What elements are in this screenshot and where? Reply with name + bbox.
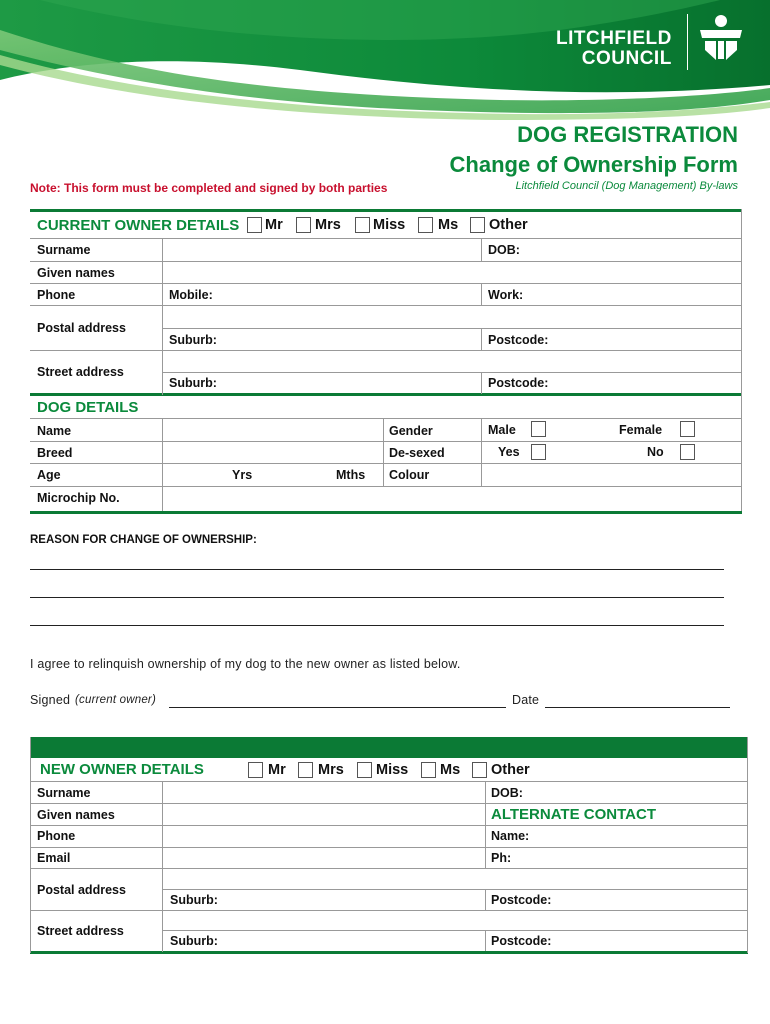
female-label: Female: [619, 423, 663, 437]
alt-phone-label: Ph:: [491, 851, 512, 865]
title-miss-label: Miss: [376, 762, 409, 778]
current-title-mr-checkbox[interactable]: [247, 217, 262, 233]
dog-name-label: Name: [37, 424, 72, 438]
title-other-label: Other: [489, 217, 528, 233]
male-label: Male: [488, 423, 516, 437]
row-divider: [30, 418, 742, 419]
postcode-label: Postcode:: [488, 333, 549, 347]
date-label: Date: [512, 693, 540, 707]
signature-line[interactable]: [169, 707, 506, 708]
alt-name-label: Name:: [491, 829, 530, 843]
title-mr-label: Mr: [265, 217, 283, 233]
new-title-miss-checkbox[interactable]: [357, 762, 372, 778]
column-divider: [481, 372, 482, 394]
column-divider: [747, 737, 748, 953]
row-divider: [30, 441, 742, 442]
street-address-label: Street address: [37, 365, 124, 379]
current-title-miss-checkbox[interactable]: [355, 217, 370, 233]
logo-line1: LITCHFIELD: [556, 28, 672, 49]
current-owner-heading: CURRENT OWNER DETAILS: [37, 217, 240, 234]
given-names-label: Given names: [37, 808, 115, 822]
current-title-mrs-checkbox[interactable]: [296, 217, 311, 233]
alt-name-field[interactable]: [535, 827, 745, 846]
column-divider: [162, 781, 163, 952]
gender-label: Gender: [389, 424, 433, 438]
suburb-label: Suburb:: [169, 333, 217, 347]
current-dob-field[interactable]: [522, 240, 740, 260]
suburb-label: Suburb:: [170, 893, 218, 907]
current-title-other-checkbox[interactable]: [470, 217, 485, 233]
row-divider: [162, 889, 748, 890]
current-title-ms-checkbox[interactable]: [418, 217, 433, 233]
years-label: Yrs: [232, 468, 253, 482]
new-dob-field[interactable]: [527, 783, 745, 802]
section-rule: [30, 511, 742, 514]
phone-label: Phone: [37, 829, 76, 843]
column-divider: [485, 930, 486, 951]
row-divider: [30, 910, 748, 911]
yes-label: Yes: [498, 445, 520, 459]
page-subtitle: Change of Ownership Form: [449, 152, 738, 177]
current-street-address-field[interactable]: [164, 352, 740, 371]
phone-label: Phone: [37, 288, 76, 302]
dog-details-heading: DOG DETAILS: [37, 399, 139, 416]
microchip-field[interactable]: [164, 488, 740, 509]
row-divider: [30, 868, 748, 869]
column-divider: [485, 781, 486, 868]
signature-note: Note: This form must be completed and signed by both parties: [30, 181, 388, 195]
new-owner-heading: NEW OWNER DETAILS: [40, 761, 204, 778]
desexed-yes-checkbox[interactable]: [531, 444, 546, 460]
email-label: Email: [37, 851, 71, 865]
row-divider: [30, 350, 742, 351]
column-divider: [162, 238, 163, 395]
council-emblem-icon: [696, 14, 746, 64]
column-divider: [741, 209, 742, 395]
section-rule: [30, 209, 742, 212]
suburb-label: Suburb:: [169, 376, 217, 390]
title-ms-label: Ms: [438, 217, 459, 233]
age-label: Age: [37, 468, 61, 482]
logo-divider: [687, 14, 688, 70]
title-mrs-label: Mrs: [318, 762, 344, 778]
row-divider: [30, 283, 742, 284]
reason-heading: REASON FOR CHANGE OF OWNERSHIP:: [30, 534, 257, 546]
section-rule: [30, 951, 748, 954]
column-divider: [30, 737, 31, 953]
row-divider: [30, 847, 748, 848]
title-miss-label: Miss: [373, 217, 406, 233]
section-rule: [30, 393, 742, 396]
current-mobile-field[interactable]: [220, 285, 480, 304]
logo-text: [556, 29, 672, 69]
desexed-no-checkbox[interactable]: [680, 444, 695, 460]
row-divider: [30, 238, 742, 239]
new-given-names-field[interactable]: [164, 805, 484, 824]
column-divider: [485, 889, 486, 910]
reason-line-2[interactable]: [30, 597, 724, 598]
title-other-label: Other: [491, 762, 530, 778]
current-surname-field[interactable]: [164, 240, 480, 260]
row-divider: [162, 372, 742, 373]
logo-line2: COUNCIL: [581, 48, 672, 69]
dog-colour-field[interactable]: [483, 465, 740, 484]
new-title-other-checkbox[interactable]: [472, 762, 487, 778]
new-email-field[interactable]: [164, 849, 484, 867]
bylaws-reference: Litchfield Council (Dog Management) By-laws: [515, 180, 738, 192]
given-names-label: Given names: [37, 266, 115, 280]
postal-address-label: Postal address: [37, 321, 126, 335]
months-label: Mths: [336, 468, 366, 482]
breed-label: Breed: [37, 446, 73, 460]
relinquish-statement: I agree to relinquish ownership of my dog to the new owner as listed below.: [30, 657, 461, 671]
dog-name-field[interactable]: [164, 420, 382, 440]
row-divider: [162, 930, 748, 931]
postcode-label: Postcode:: [488, 376, 549, 390]
dob-label: DOB:: [491, 786, 523, 800]
page-title: DOG REGISTRATION: [517, 122, 738, 147]
column-divider: [741, 395, 742, 511]
column-divider: [481, 328, 482, 350]
row-divider: [30, 261, 742, 262]
postcode-label: Postcode:: [491, 893, 552, 907]
surname-label: Surname: [37, 786, 91, 800]
new-street-address-field[interactable]: [164, 912, 746, 929]
row-divider: [30, 825, 748, 826]
current-owner-note: (current owner): [75, 694, 156, 706]
row-divider: [30, 305, 742, 306]
column-divider: [481, 418, 482, 486]
gender-female-checkbox[interactable]: [680, 421, 695, 437]
postal-address-label: Postal address: [37, 883, 126, 897]
column-divider: [481, 238, 482, 261]
new-postal-address-field[interactable]: [164, 870, 746, 888]
gender-male-checkbox[interactable]: [531, 421, 546, 437]
signature-date-line[interactable]: [545, 707, 730, 708]
column-divider: [383, 418, 384, 486]
surname-label: Surname: [37, 243, 91, 257]
reason-line-1[interactable]: [30, 569, 724, 570]
new-phone-field[interactable]: [164, 827, 484, 846]
colour-label: Colour: [389, 468, 430, 482]
no-label: No: [647, 445, 664, 459]
microchip-label: Microchip No.: [37, 491, 120, 505]
current-postal-address-field[interactable]: [164, 307, 740, 327]
postcode-label: Postcode:: [491, 934, 552, 948]
title-ms-label: Ms: [440, 762, 461, 778]
reason-line-3[interactable]: [30, 625, 724, 626]
title-mr-label: Mr: [268, 762, 286, 778]
alt-phone-field[interactable]: [515, 849, 745, 867]
row-divider: [162, 328, 742, 329]
title-mrs-label: Mrs: [315, 217, 341, 233]
new-title-mr-checkbox[interactable]: [248, 762, 263, 778]
current-work-field[interactable]: [530, 285, 740, 304]
dog-breed-field[interactable]: [164, 443, 382, 462]
alternate-contact-heading: ALTERNATE CONTACT: [491, 806, 656, 823]
row-divider: [30, 486, 742, 487]
new-surname-field[interactable]: [164, 783, 484, 802]
signed-label: Signed: [30, 693, 71, 707]
mobile-label: Mobile:: [169, 288, 213, 302]
work-label: Work:: [488, 288, 524, 302]
street-address-label: Street address: [37, 924, 124, 938]
row-divider: [30, 781, 748, 782]
dog-age-years-field[interactable]: [164, 465, 230, 484]
new-owner-banner-bar: [30, 737, 748, 758]
column-divider: [481, 283, 482, 305]
new-title-ms-checkbox[interactable]: [421, 762, 436, 778]
current-given-names-field[interactable]: [164, 263, 740, 282]
suburb-label: Suburb:: [170, 934, 218, 948]
dog-age-months-field[interactable]: [258, 465, 334, 484]
row-divider: [30, 803, 748, 804]
desexed-label: De-sexed: [389, 446, 445, 460]
dob-label: DOB:: [488, 243, 520, 257]
column-divider: [162, 418, 163, 511]
new-title-mrs-checkbox[interactable]: [298, 762, 313, 778]
row-divider: [30, 463, 742, 464]
